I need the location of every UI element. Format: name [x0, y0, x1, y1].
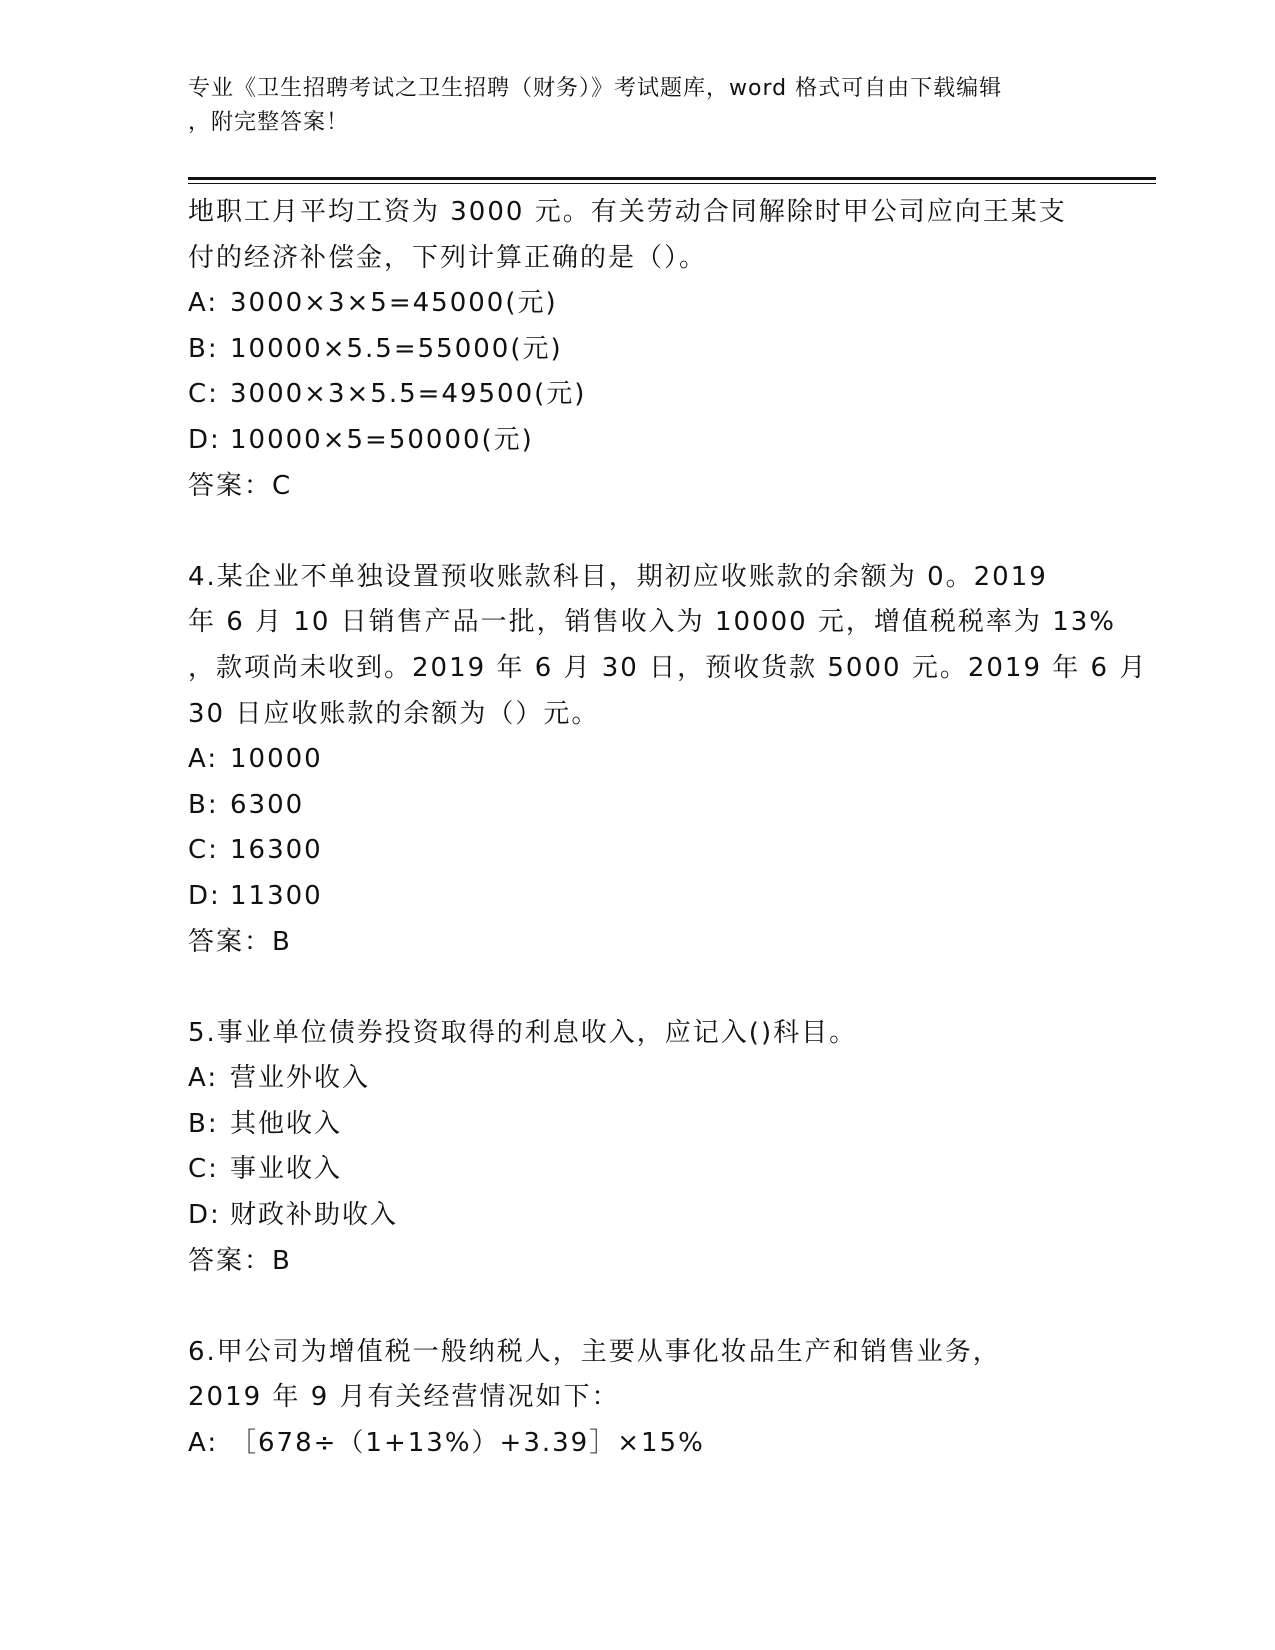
option-text: 其他收入 — [230, 1108, 343, 1139]
option-c — [188, 828, 1088, 874]
option-label: D: — [188, 424, 221, 455]
option-text: 10000×5=50000(元) — [230, 424, 534, 455]
option-a — [188, 1421, 1088, 1467]
answer-line: 答案：C — [188, 470, 293, 501]
question-3 — [188, 190, 1088, 509]
header-divider-thin — [188, 183, 1156, 184]
question-stem-line: 年 6 月 10 日销售产品一批，销售收入为 10000 元，增值税税率为 13% — [188, 607, 1116, 638]
option-text: 3000×3×5=45000(元) — [230, 288, 558, 319]
option-label: D: — [188, 880, 221, 911]
header-divider-thick — [188, 177, 1156, 180]
option-label: A: — [188, 1428, 219, 1459]
option-d — [188, 1193, 1088, 1239]
question-stem-line: 6.甲公司为增值税一般纳税人，主要从事化妆品生产和销售业务， — [188, 1336, 1001, 1367]
option-label: B: — [188, 789, 219, 820]
question-stem-line: ，款项尚未收到。2019 年 6 月 30 日，预收货款 5000 元。2019 年 6 月 — [188, 652, 1148, 683]
option-label: C: — [188, 379, 219, 410]
option-label: A: — [188, 288, 219, 319]
option-b — [188, 1102, 1088, 1148]
question-stem-line: 5.事业单位债券投资取得的利息收入，应记入()科目。 — [188, 1017, 858, 1048]
answer-line: 答案：B — [188, 926, 292, 957]
option-text: 10000 — [230, 744, 323, 775]
option-text: 3000×3×5.5=49500(元) — [230, 379, 587, 410]
answer-line: 答案：B — [188, 1245, 292, 1276]
question-list — [188, 190, 1148, 1467]
option-label: B: — [188, 1108, 219, 1139]
option-text: 16300 — [230, 835, 323, 866]
option-text: 事业收入 — [230, 1154, 343, 1185]
option-text: 11300 — [230, 880, 323, 911]
question-6 — [188, 1330, 1088, 1467]
option-a — [188, 1056, 1088, 1102]
option-label: B: — [188, 333, 219, 364]
option-text: 营业外收入 — [230, 1063, 371, 1094]
question-stem-line: 2019 年 9 月有关经营情况如下： — [188, 1382, 620, 1413]
header-line-2: ，附完整答案！ — [188, 110, 350, 135]
option-b — [188, 327, 1088, 373]
option-text: 财政补助收入 — [230, 1200, 399, 1231]
question-stem-line: 4.某企业不单独设置预收账款科目，期初应收账款的余额为 0。2019 — [188, 561, 1048, 592]
question-spacer — [188, 1284, 1088, 1330]
option-label: C: — [188, 835, 219, 866]
question-5 — [188, 1011, 1088, 1285]
option-b — [188, 783, 1088, 829]
question-stem-line: 付的经济补偿金，下列计算正确的是（）。 — [188, 242, 708, 273]
header-line-1: 专业《卫生招聘考试之卫生招聘（财务）》考试题库，word 格式可自由下载编辑 — [188, 76, 1003, 101]
option-text: 6300 — [230, 789, 305, 820]
option-a — [188, 281, 1088, 327]
option-label: D: — [188, 1200, 221, 1231]
question-4 — [188, 555, 1148, 965]
option-c — [188, 1147, 1088, 1193]
question-stem-line: 地职工月平均工资为 3000 元。有关劳动合同解除时甲公司应向王某支 — [188, 197, 1067, 227]
option-text: 10000×5.5=55000(元) — [230, 333, 563, 364]
option-a — [188, 737, 1088, 783]
question-spacer — [188, 509, 1088, 555]
option-label: C: — [188, 1154, 219, 1185]
option-text: ［678÷（1+13%）+3.39］×15% — [230, 1428, 705, 1459]
option-label: A: — [188, 1063, 219, 1094]
question-stem-line: 30 日应收账款的余额为（）元。 — [188, 698, 600, 729]
document-header — [188, 72, 1068, 140]
option-d — [188, 418, 1088, 464]
option-c — [188, 372, 1088, 418]
question-spacer — [188, 965, 1088, 1011]
option-d — [188, 874, 1088, 920]
option-label: A: — [188, 744, 219, 775]
